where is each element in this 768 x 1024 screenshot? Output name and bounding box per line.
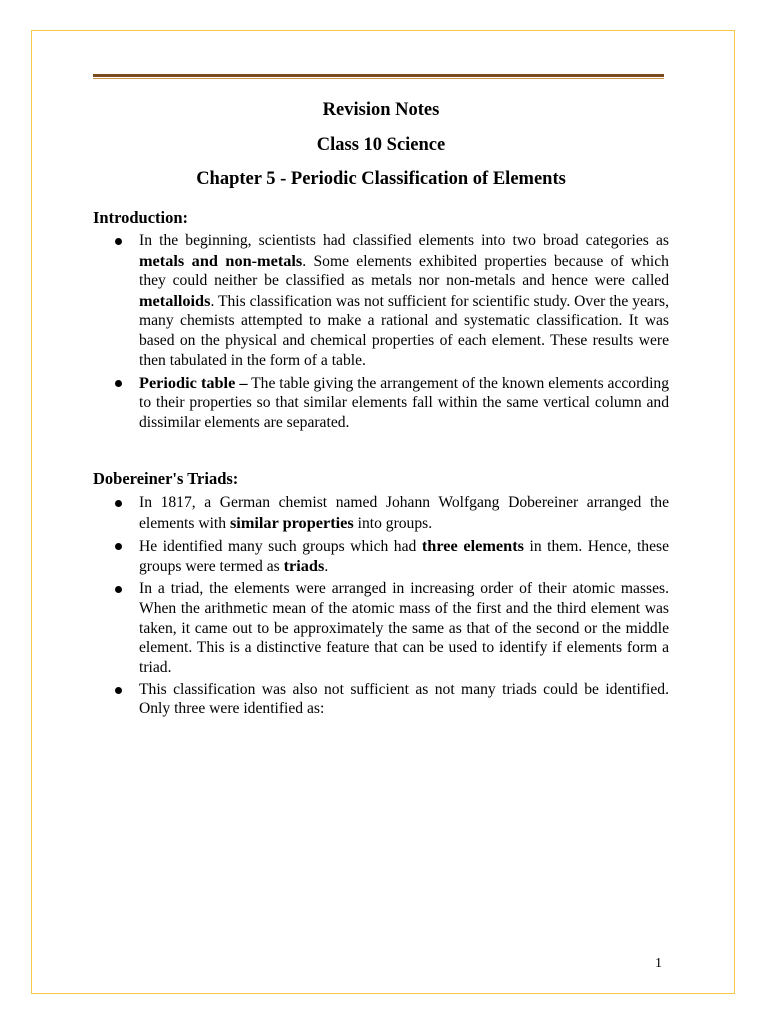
bold-term: metals and non-metals bbox=[139, 250, 303, 270]
text-run: This classification was also not sufficient as not many triads could be identified. Only three were identified as: bbox=[139, 680, 669, 718]
introduction-heading: Introduction: bbox=[93, 208, 189, 227]
page-number: 1 bbox=[655, 956, 662, 971]
bold-term: metalloids bbox=[139, 290, 211, 310]
text-run: into groups. bbox=[353, 514, 433, 532]
bullet-icon bbox=[115, 687, 122, 694]
header-rule-thick bbox=[93, 74, 664, 77]
bold-term: similar properties bbox=[229, 512, 354, 532]
text-run: . bbox=[324, 558, 329, 576]
text-run: In a triad, the elements were arranged in increasing order of their atomic masses. When the arithmetic mean of the atomic mass of the first and the third element was taken, it came out to be approximately the same as that of the second or the middle element. This is a distinctive feature that can be used to identify if elements form a triad. bbox=[139, 580, 669, 676]
bullet-icon bbox=[115, 500, 122, 507]
text-run: The table giving the arrangement of the known elements according to their properties so that similar elements fall within the same vertical column and dissimilar elements are separated. bbox=[139, 374, 670, 431]
triads-heading: Dobereiner's Triads: bbox=[93, 469, 239, 488]
bullet-text bbox=[139, 580, 669, 675]
list-item bbox=[93, 680, 669, 719]
bullet-text bbox=[139, 372, 670, 431]
bullet-text bbox=[139, 494, 669, 532]
bullet-icon bbox=[115, 543, 122, 550]
bullet-text bbox=[139, 232, 669, 369]
bold-term: Periodic table – bbox=[139, 372, 248, 392]
text-run: He identified many such groups which had bbox=[139, 537, 422, 555]
bullet-text bbox=[139, 535, 670, 576]
triads-list bbox=[93, 493, 669, 722]
bold-term: triads bbox=[283, 556, 325, 576]
list-item bbox=[93, 373, 669, 433]
document-subtitle: Class 10 Science bbox=[316, 135, 446, 155]
bullet-icon bbox=[115, 238, 122, 245]
introduction-list bbox=[93, 231, 669, 435]
list-item bbox=[93, 579, 669, 677]
text-run: . Some elements exhibited properties because of which they could neither be classified as metals nor non-metals and hence were called bbox=[139, 252, 669, 290]
bullet-icon bbox=[115, 380, 122, 387]
list-item bbox=[93, 536, 669, 577]
text-run: In the beginning, scientists had classified elements into two broad categories as bbox=[139, 232, 669, 249]
bullet-icon bbox=[115, 586, 122, 593]
header-rule-thin bbox=[93, 78, 664, 79]
text-run: in them. Hence, these groups were termed as bbox=[139, 537, 670, 576]
list-item bbox=[93, 493, 669, 533]
text-run: . This classification was not sufficient for scientific study. Over the years, many chemists attempted to make a rational and systematic classification. It was based on the physical and chemical properties of each element. These results were then tabulated in the form of a table. bbox=[139, 292, 669, 369]
header-rule bbox=[93, 74, 664, 80]
text-run: In 1817, a German chemist named Johann Wolfgang Dobereiner arranged the elements with bbox=[139, 494, 669, 532]
document-title: Revision Notes bbox=[322, 100, 440, 120]
chapter-title: Chapter 5 - Periodic Classification of Elements bbox=[196, 169, 566, 189]
bullet-text bbox=[139, 681, 669, 718]
bold-term: three elements bbox=[421, 535, 524, 555]
list-item bbox=[93, 231, 669, 370]
